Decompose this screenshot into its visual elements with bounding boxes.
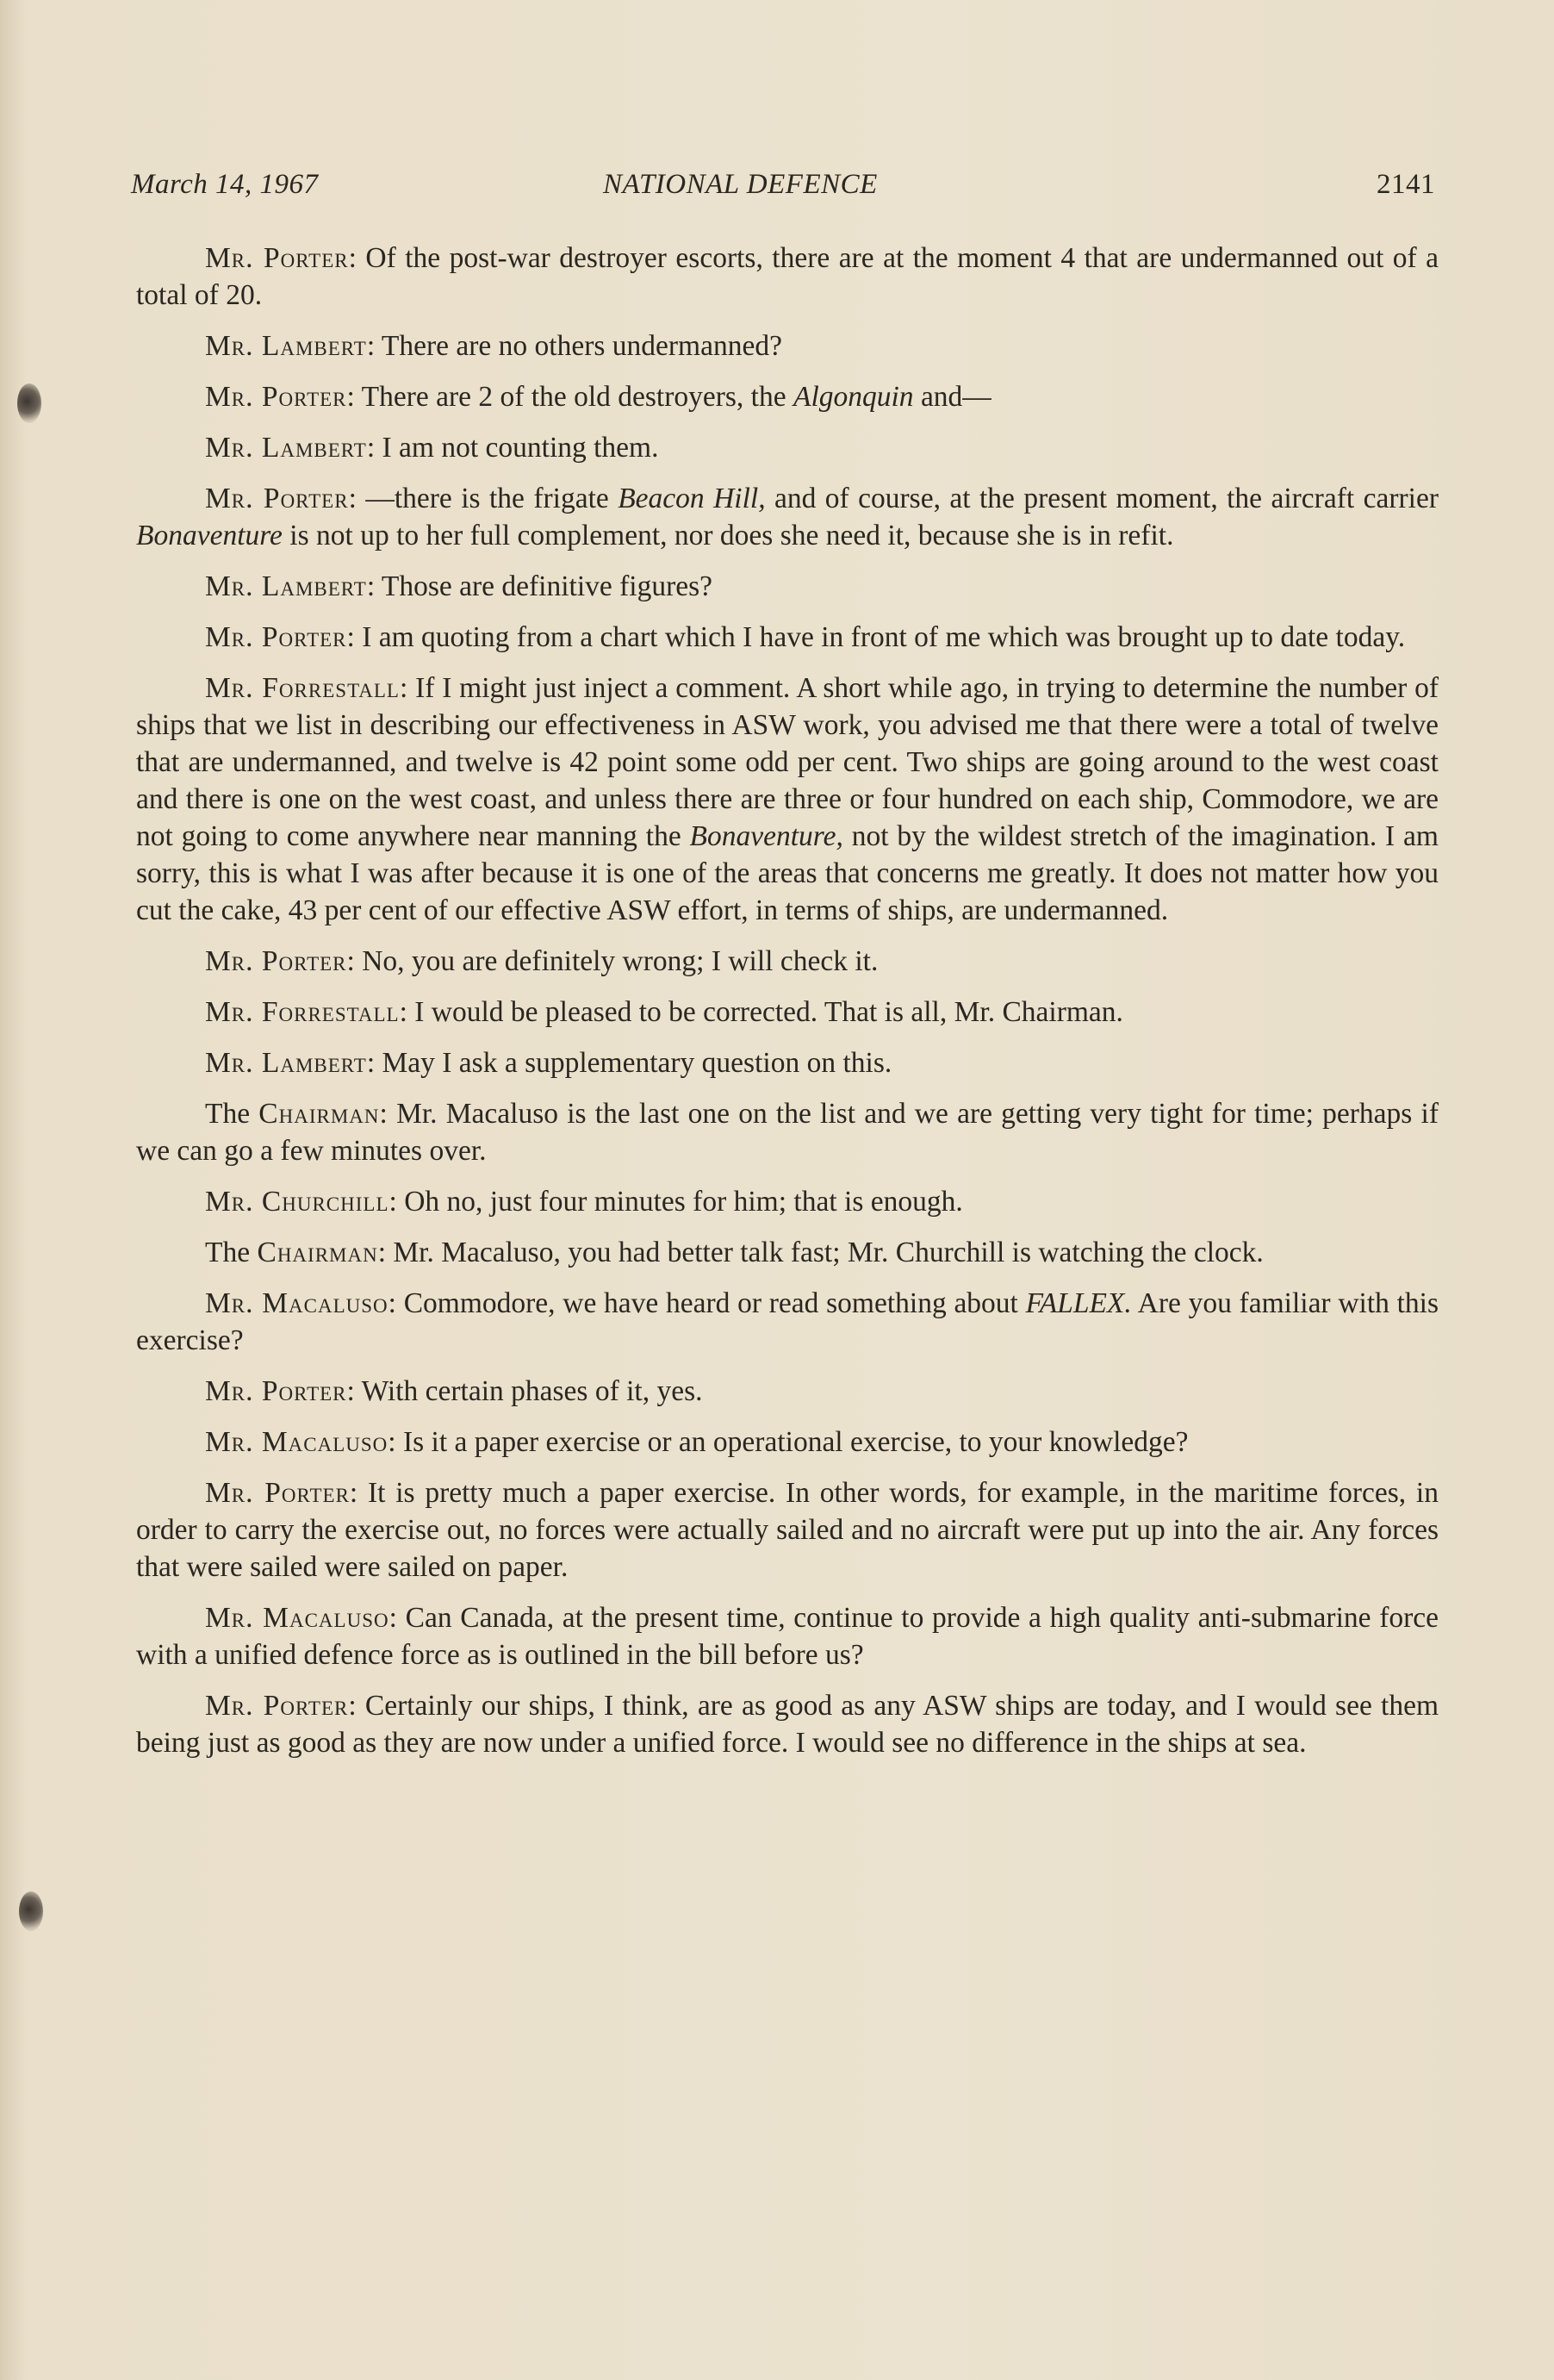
speaker-prefix: The bbox=[205, 1237, 258, 1268]
paragraph-text: I am not counting them. bbox=[382, 432, 659, 464]
speaker: Mr. Macaluso bbox=[205, 1426, 388, 1458]
paragraph: Mr. Porter: I am quoting from a chart which I have in front of me which was brought up to date today. bbox=[205, 621, 1406, 653]
paragraph-text: If I might just inject a comment. A short while ago, in trying to determine the number of ships that we list in describing our effectiveness in ASW work, you advised me that there were a total of twelve that are undermanned, and twelve is 42 point some odd per cent. Two ships are going around to the west coast and there is one on the west coast, and unless there are three or four hundred on each ship, Commodore, we are not going to come anywhere near manning the bbox=[136, 672, 1439, 852]
paragraph-text: and of course, at the present moment, the aircraft carrier bbox=[765, 483, 1439, 514]
paragraph-text: Of the post-war destroyer escorts, there are at the moment 4 that are undermanned out of a total of 20. bbox=[136, 242, 1439, 311]
paragraph: Mr. Lambert: Those are definitive figures? bbox=[205, 570, 713, 602]
paragraph: Mr. Lambert: May I ask a supplementary question on this. bbox=[205, 1047, 892, 1079]
binding-hole-top bbox=[17, 383, 41, 423]
paragraph: Mr. Porter: With certain phases of it, yes. bbox=[205, 1375, 703, 1407]
paragraph: Mr. Porter: Certainly our ships, I think, are as good as any ASW ships are today, and I would see them being just as good as they are now under a unified force. I would see no difference in the ships at sea. bbox=[136, 1690, 1439, 1759]
paragraph-text: Is it a paper exercise or an operational exercise, to your knowledge? bbox=[402, 1426, 1189, 1458]
paragraph: Mr. Porter: —there is the frigate Beacon Hill, and of course, at the present moment, the aircraft carrier Bonaventure is not up to her full complement, nor does she need it, because she is in refit. bbox=[136, 483, 1439, 551]
speaker: Mr. Porter bbox=[205, 483, 349, 514]
paragraph: Mr. Forrestall: I would be pleased to be corrected. That is all, Mr. Chairman. bbox=[205, 996, 1123, 1028]
paragraph-text: With certain phases of it, yes. bbox=[361, 1375, 703, 1407]
speaker: Mr. Macaluso bbox=[205, 1287, 388, 1319]
paragraph: Mr. Macaluso: Can Canada, at the present time, continue to provide a high quality anti-submarine force with a unified defence force as is outlined in the bill before us? bbox=[136, 1602, 1439, 1671]
paragraph-text: There are no others undermanned? bbox=[381, 330, 782, 362]
paragraph-text: Mr. Macaluso, you had better talk fast; Mr. Churchill is watching the clock. bbox=[393, 1237, 1264, 1268]
paragraph-text: Those are definitive figures? bbox=[381, 570, 713, 602]
speaker: Mr. Porter bbox=[205, 242, 349, 274]
header-date: March 14, 1967 bbox=[131, 169, 319, 200]
paragraph: Mr. Porter: Of the post-war destroyer escorts, there are at the moment 4 that are undermanned out of a total of 20. bbox=[136, 242, 1439, 311]
paragraph: Mr. Macaluso: Commodore, we have heard or read something about FALLEX. Are you familiar with this exercise? bbox=[136, 1287, 1439, 1356]
speaker: Mr. Forrestall bbox=[205, 996, 400, 1028]
ship-name: Algonquin bbox=[793, 381, 914, 413]
speaker: Chairman bbox=[257, 1237, 378, 1268]
ship-name: Bonaventure bbox=[136, 520, 283, 551]
paragraph-text: Certainly our ships, I think, are as good as any ASW ships are today, and I would see them being just as good as they are now under a unified force. I would see no difference in the ships at sea. bbox=[136, 1690, 1439, 1759]
speaker: Mr. Lambert bbox=[205, 330, 367, 362]
speaker: Mr. Porter bbox=[205, 1375, 347, 1407]
speaker: Mr. Lambert bbox=[205, 432, 367, 464]
paragraph: Mr. Lambert: I am not counting them. bbox=[205, 432, 659, 464]
paragraph-text: Can Canada, at the present time, continue to provide a high quality anti-submarine force with a unified defence force as is outlined in the bill before us? bbox=[136, 1602, 1439, 1671]
paragraph-text: is not up to her full complement, nor does she need it, because she is in refit. bbox=[282, 520, 1174, 551]
paragraph: Mr. Porter: It is pretty much a paper exercise. In other words, for example, in the maritime forces, in order to carry the exercise out, no forces were actually sailed and no aircraft were put up into the air. Any forces that were sailed were sailed on paper. bbox=[136, 1477, 1439, 1583]
paragraph-text: It is pretty much a paper exercise. In other words, for example, in the maritime forces, in order to carry the exercise out, no forces were actually sailed and no aircraft were put up into the air. Any forces that were sailed were sailed on paper. bbox=[136, 1477, 1439, 1583]
paragraph-text: May I ask a supplementary question on this. bbox=[382, 1047, 892, 1079]
speaker: Mr. Porter bbox=[205, 945, 347, 977]
paragraph: Mr. Forrestall: If I might just inject a comment. A short while ago, in trying to determine the number of ships that we list in describing our effectiveness in ASW work, you advised me that there were a total of twelve that are undermanned, and twelve is 42 point some odd per cent. Two ships are going around to the west coast and there is one on the west coast, and unless there are three or four hundred on each ship, Commodore, we are not going to come anywhere near manning the Bonaventure, not by the wildest stretch of the imagination. I am sorry, this is what I was after because it is one of the areas that concerns me greatly. It does not matter how you cut the cake, 43 per cent of our effective ASW effort, in terms of ships, are undermanned. bbox=[136, 672, 1439, 926]
paragraph-text: There are 2 of the old destroyers, the bbox=[361, 381, 793, 413]
paragraph: The Chairman: Mr. Macaluso, you had better talk fast; Mr. Churchill is watching the clock. bbox=[205, 1237, 1264, 1268]
paragraph-text: Oh no, just four minutes for him; that is enough. bbox=[404, 1186, 963, 1218]
paragraph-text: Commodore, we have heard or read something about bbox=[403, 1287, 1026, 1319]
speaker: Mr. Churchill bbox=[205, 1186, 389, 1218]
speaker: Mr. Porter bbox=[205, 1477, 350, 1509]
paragraph-text: —there is the frigate bbox=[365, 483, 618, 514]
speaker: Mr. Porter bbox=[205, 1690, 349, 1722]
speaker: Mr. Lambert bbox=[205, 1047, 367, 1079]
speaker: Mr. Lambert bbox=[205, 570, 367, 602]
speaker: Mr. Macaluso bbox=[205, 1602, 389, 1634]
paragraph: Mr. Lambert: There are no others undermanned? bbox=[205, 330, 782, 362]
exercise-name: FALLEX. bbox=[1025, 1287, 1132, 1319]
header-title: NATIONAL DEFENCE bbox=[603, 169, 878, 200]
paragraph-text: not by the wildest stretch of the imagination. I am sorry, this is what I was after because it is one of the areas that concerns me greatly. It does not matter how you cut the cake, 43 per cent of our effective ASW effort, in terms of ships, are undermanned. bbox=[136, 820, 1439, 926]
paragraph: Mr. Macaluso: Is it a paper exercise or an operational exercise, to your knowledge? bbox=[205, 1426, 1189, 1458]
paragraph-text: No, you are definitely wrong; I will check it. bbox=[362, 945, 879, 977]
speaker: Chairman bbox=[258, 1098, 380, 1130]
paragraph-text: Mr. Macaluso is the last one on the list and we are getting very tight for time; perhaps if we can go a few minutes over. bbox=[136, 1098, 1439, 1167]
paragraph: Mr. Porter: No, you are definitely wrong; I will check it. bbox=[205, 945, 879, 977]
speaker: Mr. Porter bbox=[205, 621, 347, 653]
speaker-prefix: The bbox=[205, 1098, 259, 1130]
speaker: Mr. Porter bbox=[205, 381, 347, 413]
ship-name: Bonaventure, bbox=[689, 820, 843, 852]
binding-hole-bottom bbox=[19, 1891, 43, 1931]
paragraph: Mr. Churchill: Oh no, just four minutes for him; that is enough. bbox=[205, 1186, 963, 1218]
paragraph-text: I would be pleased to be corrected. That is all, Mr. Chairman. bbox=[414, 996, 1123, 1028]
page-number: 2141 bbox=[1377, 169, 1435, 200]
paragraph-text: I am quoting from a chart which I have in front of me which was brought up to date today. bbox=[362, 621, 1406, 653]
paragraph-text: and— bbox=[913, 381, 991, 413]
paragraph: The Chairman: Mr. Macaluso is the last one on the list and we are getting very tight for time; perhaps if we can go a few minutes over. bbox=[136, 1098, 1439, 1167]
paragraph-text: Are you familiar with this exercise? bbox=[136, 1287, 1439, 1356]
speaker: Mr. Forrestall bbox=[205, 672, 400, 704]
transcript-body bbox=[136, 240, 1439, 1775]
ship-name: Beacon Hill, bbox=[618, 483, 766, 514]
running-header bbox=[131, 169, 1435, 207]
paragraph: Mr. Porter: There are 2 of the old destroyers, the Algonquin and— bbox=[205, 381, 991, 413]
